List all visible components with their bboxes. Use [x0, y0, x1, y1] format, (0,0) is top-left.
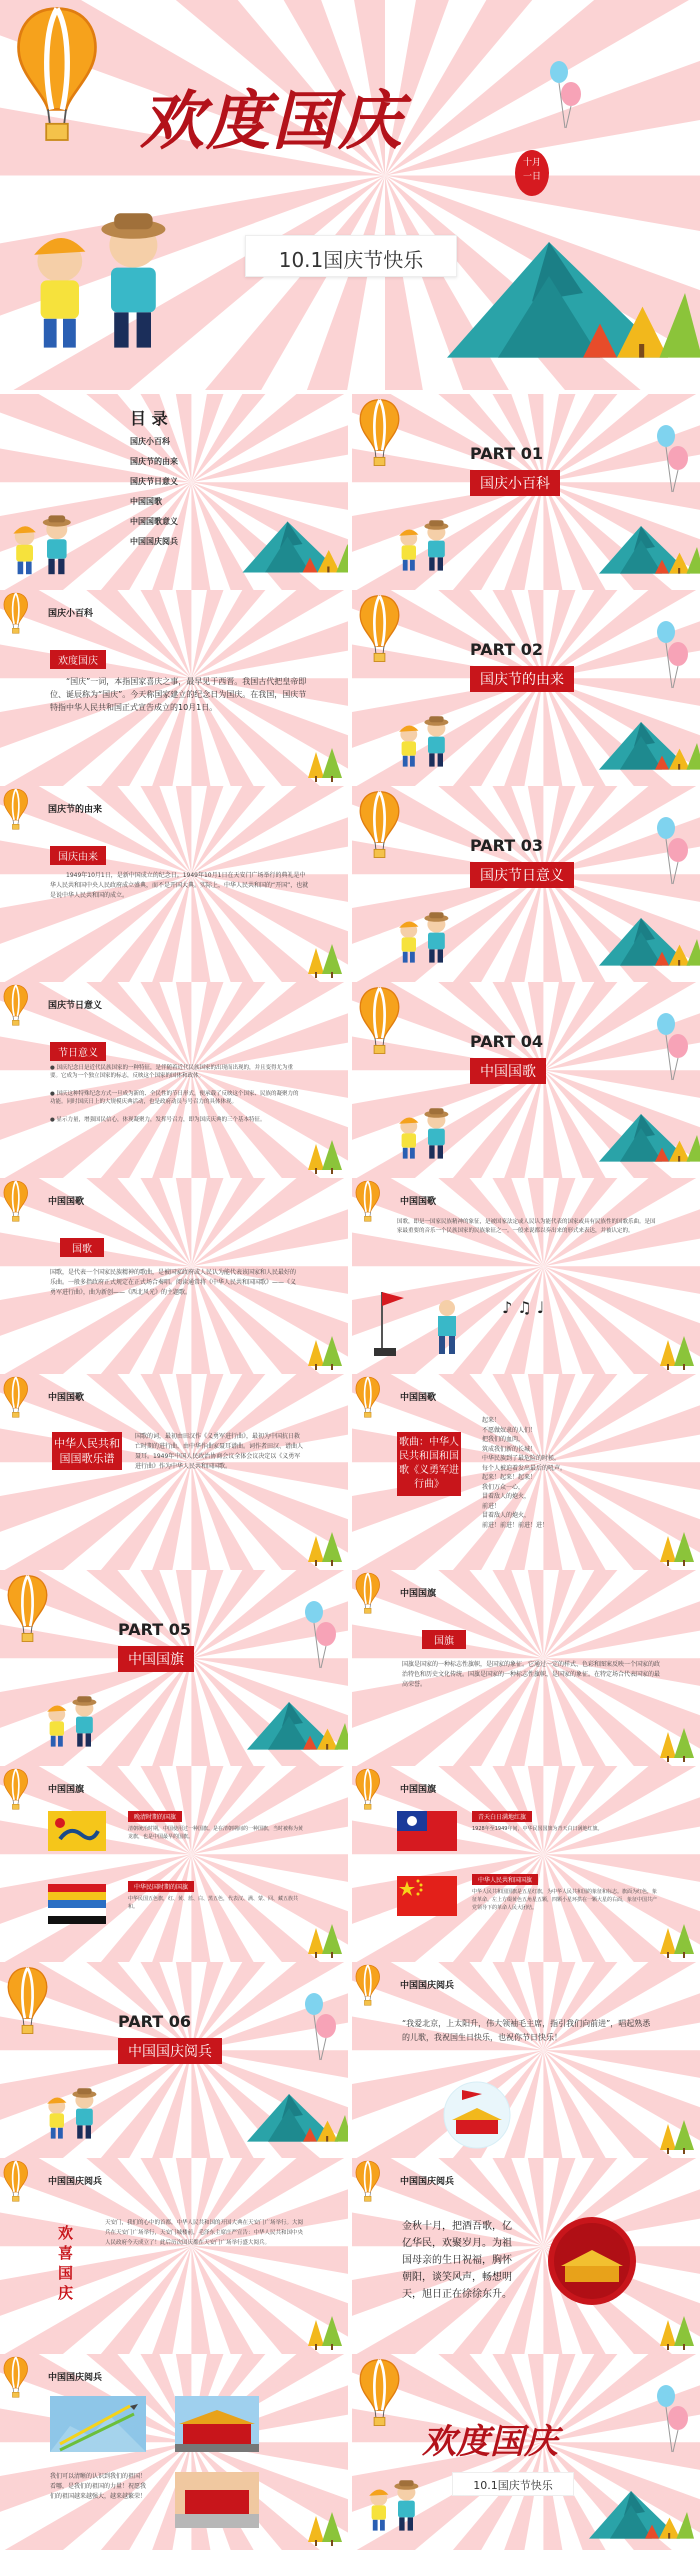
balloons-icon: [652, 816, 692, 886]
part-slide-01: [352, 394, 700, 590]
part-number: PART 01: [470, 444, 543, 463]
children-illustration: [392, 715, 458, 769]
vertical-tag: 欢喜国庆: [58, 2224, 74, 2302]
bullet-item: ● 显示力量，增强国民信心，体现凝聚力，发挥号召力，即为国庆庆典的三个基本特征。: [50, 1117, 266, 1123]
mountain-trees-illustration: [582, 2484, 694, 2540]
mountain-trees-illustration: [430, 225, 700, 361]
hot-air-balloon-icon: [5, 1574, 50, 1646]
poem-text: 金秋十月，把酒吾歌，亿亿华民，欢聚岁月。为祖国母亲的生日祝福，胸怀朝阳，谈笑风声，畅想明天，旭日正在徐徐东升。: [402, 2221, 512, 2300]
roc-flag-icon: [397, 1811, 457, 1851]
children-illustration: [362, 2479, 428, 2533]
hero-slide: [0, 0, 700, 390]
mountain-trees-illustration: [592, 1107, 700, 1163]
flag-slide-3: [352, 1766, 700, 1962]
trees-icon: [300, 1140, 344, 1174]
end-subtitle-box: [452, 2472, 574, 2496]
caption-text: 我们可以清晰的认识到我们的祖国！看哪，是我们的祖国的力量！祝愿我们的祖国越来越强大，越来越繁荣！: [50, 2473, 147, 2500]
toc-slide: [0, 394, 348, 590]
trees-icon: [300, 944, 344, 978]
quote-text: “我爱北京，上太阳升，伟大领袖毛主席，指引我们向前进”，唱起熟悉的儿歌，我祝国生日快乐，也祝你节日快乐！: [402, 2019, 651, 2042]
hot-air-balloon-icon: [2, 1376, 30, 1420]
parade-slide-2: [0, 2158, 348, 2354]
slide-header: 中国国庆阅兵: [400, 1981, 455, 1991]
slide-header: 中国国庆阅兵: [400, 2177, 455, 2187]
flag-caption-label: 晚清时期的国旗: [128, 1811, 182, 1822]
trees-icon: [652, 1728, 696, 1762]
music-notes-icon: ♪ ♫ ♩: [502, 1298, 545, 1317]
bullet-item: ● 国庆纪念日是近代民族国家的一种特征，是伴随着近代民族国家的出现而出现的，并且变得尤为重要。它成为一个独立国家的标志，反映这个国家的国体和政体。: [50, 1065, 294, 1079]
body-text: 国歌，是代表一个国家民族精神的歌曲，是被国家政府或人民认为能代表该国家和人民最好的乐曲。一般多指政府正式规定在正式场合奏唱。阅读通常将《中华人民共和国国歌》——《义勇军进行曲》，曲为新创——《西北风光》的主题歌。: [50, 1269, 297, 1296]
anthem-slide-4: [352, 1374, 700, 1570]
hot-air-balloon-icon: [354, 2160, 382, 2204]
part-label: 中国国歌: [470, 1058, 546, 1084]
slide-header: 中国国庆阅兵: [48, 2373, 103, 2383]
balloons-icon: [300, 1992, 340, 2062]
sunburst-background: [0, 1766, 348, 1962]
flag-caption-label: 中华民国时期的国旗: [128, 1881, 194, 1892]
hot-air-balloon-icon: [357, 2358, 402, 2430]
trees-icon: [652, 1532, 696, 1566]
children-illustration: [392, 911, 458, 965]
part-number: PART 02: [470, 640, 543, 659]
balloons-icon: [652, 2384, 692, 2454]
date-badge: 十月 一日: [515, 150, 549, 196]
hot-air-balloon-icon: [2, 592, 30, 636]
body-text: 国旗是国家的一种标志性旗帜，是国家的象征。它通过一定的样式、色彩和图案反映一个国家的政治特色和历史文化传统。国旗是国家的一种标志性旗帜，是国家的象征。在特定场合代表国家的最高荣誉。: [402, 1661, 661, 1688]
flag-slide: [352, 1570, 700, 1766]
body-text: 1949年10月1日，是新中国成立的纪念日。1949年10月1日在天安门广场举行的典礼是中华人民共和国中央人民政府成立盛典，而不是开国大典。实际上，中华人民共和国的“开国”，也就是说中华人民共和国的成立。: [50, 872, 309, 899]
mountain-trees-illustration: [240, 2087, 348, 2143]
mountain-trees-illustration: [240, 1695, 348, 1751]
toc-item: 中国国歌: [130, 497, 162, 506]
body-text: 天安门，我们的心中的首都，中华人民共和国的开国大典在天安门广场举行。大阅兵在天安门广场举行，天安门城楼前，毛泽东主席庄严宣告：中华人民共和国中央人民政府今天成立了！此后历次国庆都在天安门广场举行盛大阅兵。: [105, 2220, 304, 2246]
slide-header: 国庆节的由来: [48, 805, 103, 815]
slide-header: 中国国歌: [400, 1393, 437, 1403]
hero-subtitle-box: [245, 235, 457, 277]
balloons-icon: [300, 1600, 340, 1670]
flag-slide-2: [0, 1766, 348, 1962]
tag-label: 欢度国庆: [50, 650, 106, 669]
slide-header: 国庆节日意义: [48, 1001, 103, 1011]
flag-caption-body: 中华民国五色旗，红、黄、蓝、白、黑五色，代表汉、满、蒙、回、藏五族共和。: [128, 1896, 299, 1910]
body-text: 国歌，即是一国家民族精神的象征，是被国家法定或人民认为能代表的国家或具有民族性的国歌乐曲。是国家最重要的音乐一个民族国家的民族象征之一。一般来说都以奏出来的形式来表达，并被认定的。: [397, 1219, 656, 1234]
trees-icon: [300, 1924, 344, 1958]
slide-header: 中国国庆阅兵: [48, 2177, 103, 2187]
parade-slide-3: [352, 2158, 700, 2354]
part-number: PART 06: [118, 2012, 191, 2031]
toc-item: 中国国歌意义: [130, 517, 178, 526]
flag-caption-label: 青天白日满地红旗: [472, 1811, 532, 1822]
toc-item: 中国国庆阅兵: [130, 537, 178, 546]
parade-slide-1: [352, 1962, 700, 2158]
anthem-slide-3: [0, 1374, 348, 1570]
tag-label: 歌曲：中华人民共和国和国歌《义勇军进行曲》: [397, 1432, 461, 1496]
trees-icon: [652, 1924, 696, 1958]
slide-header: 国庆小百科: [48, 609, 94, 619]
part-number: PART 04: [470, 1032, 543, 1051]
tag-label: 中华人民共和国国歌乐谱: [52, 1432, 122, 1470]
trees-icon: [300, 748, 344, 782]
balloons-icon: [652, 1012, 692, 1082]
hot-air-balloon-icon: [354, 1180, 382, 1224]
hot-air-balloon-icon: [2, 788, 30, 832]
encyclopedia-slide: [0, 590, 348, 786]
mountain-trees-illustration: [592, 519, 700, 575]
flag-caption-label: 中华人民共和国国旗: [472, 1874, 538, 1885]
children-illustration: [40, 1695, 106, 1749]
hot-air-balloon-icon: [354, 1964, 382, 2008]
balloons-icon: [545, 60, 585, 130]
trees-icon: [300, 1532, 344, 1566]
five-color-flag-icon: [48, 1884, 106, 1924]
mountain-trees-illustration: [592, 715, 700, 771]
part-slide-06: [0, 1962, 348, 2158]
children-illustration: [5, 514, 82, 577]
tag-label: 国庆由来: [50, 846, 106, 865]
children-illustration: [392, 1107, 458, 1161]
hero-subtitle: 10.1国庆节快乐: [278, 248, 424, 272]
tiananmen-circle-icon: [442, 2080, 512, 2150]
trees-icon: [652, 1336, 696, 1370]
hot-air-balloon-icon: [2, 2356, 30, 2400]
sunburst-background: [0, 2354, 348, 2550]
lyrics-text: 起来！ 不愿做奴隶的人们！ 把我们的血肉， 筑成我们新的长城！ 中华民族到了最危险的时候， 每个人被迫着发出最后的吼声。 起来！起来！起来！ 我们万众一心， 冒着敌人的炮火， 前进！ 冒着敌人的炮火， 前进！前进！前进！进！: [482, 1417, 567, 1529]
hot-air-balloon-icon: [354, 1572, 382, 1616]
hot-air-balloon-icon: [357, 986, 402, 1058]
anthem-slide: [0, 1178, 348, 1374]
bullet-item: ● 国庆这种特殊纪念方式一旦成为新的、全民性的节日形式，便承载了反映这个国家、民族的凝聚力的功能。同时国庆日上的大规模庆典活动，也是政府动员与号召力的具体体现。: [50, 1091, 299, 1105]
prc-flag-icon: [397, 1876, 457, 1916]
mountain-trees-illustration: [235, 514, 348, 574]
body-text: “国庆”一词，本指国家喜庆之事，最早见于西晋。我国古代把皇帝即位、诞辰称为“国庆”。今天称国家建立的纪念日为国庆。在我国，国庆节特指中华人民共和国正式宣告成立的10月1日。: [50, 677, 307, 712]
part-slide-05: [0, 1570, 348, 1766]
flagpole-icon: [372, 1288, 412, 1358]
hot-air-balloon-icon: [2, 1180, 30, 1224]
red-lantern-circle-icon: [547, 2216, 637, 2306]
balloons-icon: [652, 424, 692, 494]
sunburst-background: [352, 1962, 700, 2158]
hot-air-balloon-icon: [5, 1966, 50, 2038]
part-label: 中国国旗: [118, 1646, 194, 1672]
part-label: 国庆小百科: [470, 470, 560, 496]
children-illustration: [392, 519, 458, 573]
tiananmen-photo: [175, 2396, 259, 2452]
flag-caption-body: 中华人民共和国国旗是五星红旗，为中华人民共和国的象征和标志。旗面为红色，象征革命。左上方缀黄色五角星五颗，四颗小星环拱在一颗大星的右面，象征中国共产党领导下的革命人民大团结。: [472, 1889, 658, 1911]
hero-title: 欢度国庆: [140, 84, 404, 159]
hot-air-balloon-icon: [2, 2160, 30, 2204]
flag-caption-body: 1928年至1949年间，中华民国国旗为青天白日满地红旗。: [472, 1826, 603, 1832]
sunburst-background: [0, 1374, 348, 1570]
trees-icon: [300, 2316, 344, 2350]
part-label: 国庆节的由来: [470, 666, 574, 692]
body-text: 国歌的词，最初由田汉作《义勇军进行曲》，最初为中国抗日救亡时期的进行曲，由中华作曲家聂耳谱曲。词作者田汉、谱曲人聂耳。1949年中国人民政治协商会议全体会议决定以《义勇军进行曲》作为中华人民共和国国歌。: [135, 1433, 304, 1470]
slide-header: 中国国旗: [400, 1589, 437, 1599]
tag-label: 国歌: [60, 1238, 104, 1257]
toc-item: 国庆节日意义: [130, 477, 178, 486]
hot-air-balloon-icon: [354, 1376, 382, 1420]
children-illustration: [40, 2087, 106, 2141]
flag-caption-body: 清朝统治时期，中国使用过一种国旗。是在清朝期间的一种国旗，当时被称为黄龙旗，也是中国最早的国旗。: [128, 1826, 304, 1840]
toc-title: 目 录: [130, 409, 168, 428]
end-subtitle: 10.1国庆节快乐: [473, 2479, 553, 2492]
slide-header: 中国国旗: [400, 1785, 437, 1795]
toc-item: 国庆小百科: [130, 437, 170, 446]
sunburst-background: [352, 1766, 700, 1962]
slide-header: 中国国旗: [48, 1785, 85, 1795]
slide-header: 中国国歌: [48, 1393, 85, 1403]
yellow-dragon-flag-icon: [48, 1811, 106, 1851]
part-number: PART 03: [470, 836, 543, 855]
hot-air-balloon-icon: [357, 594, 402, 666]
end-title: 欢度国庆: [422, 2422, 558, 2462]
slide-header: 中国国歌: [400, 1197, 437, 1207]
toc-item: 国庆节的由来: [130, 457, 178, 466]
balloons-icon: [652, 620, 692, 690]
part-slide-02: [352, 590, 700, 786]
part-number: PART 05: [118, 1620, 191, 1639]
part-slide-03: [352, 786, 700, 982]
trees-icon: [652, 2316, 696, 2350]
trees-icon: [300, 2512, 344, 2546]
meaning-slide: [0, 982, 348, 1178]
boy-singing-icon: [432, 1298, 462, 1358]
hot-air-balloon-icon: [2, 984, 30, 1028]
trees-icon: [300, 1336, 344, 1370]
trees-icon: [652, 2120, 696, 2154]
anthem-slide-2: [352, 1178, 700, 1374]
part-slide-04: [352, 982, 700, 1178]
slide-header: 中国国歌: [48, 1197, 85, 1207]
part-label: 国庆节日意义: [470, 862, 574, 888]
children-illustration: [15, 210, 191, 354]
sunburst-background: [0, 2158, 348, 2354]
end-slide: [352, 2354, 700, 2550]
hot-air-balloon-icon: [357, 398, 402, 470]
origin-slide: [0, 786, 348, 982]
part-label: 中国国庆阅兵: [118, 2038, 222, 2064]
hot-air-balloon-icon: [2, 1768, 30, 1812]
jets-flyover-photo: [50, 2396, 146, 2452]
hot-air-balloon-icon: [354, 1768, 382, 1812]
tag-label: 节日意义: [50, 1042, 106, 1061]
hot-air-balloon-icon: [12, 5, 102, 149]
mountain-trees-illustration: [592, 911, 700, 967]
tag-label: 国旗: [422, 1630, 466, 1649]
parade-slide-4: [0, 2354, 348, 2550]
hot-air-balloon-icon: [357, 790, 402, 862]
sunburst-background: [0, 982, 348, 1178]
square-photo: [175, 2472, 259, 2528]
